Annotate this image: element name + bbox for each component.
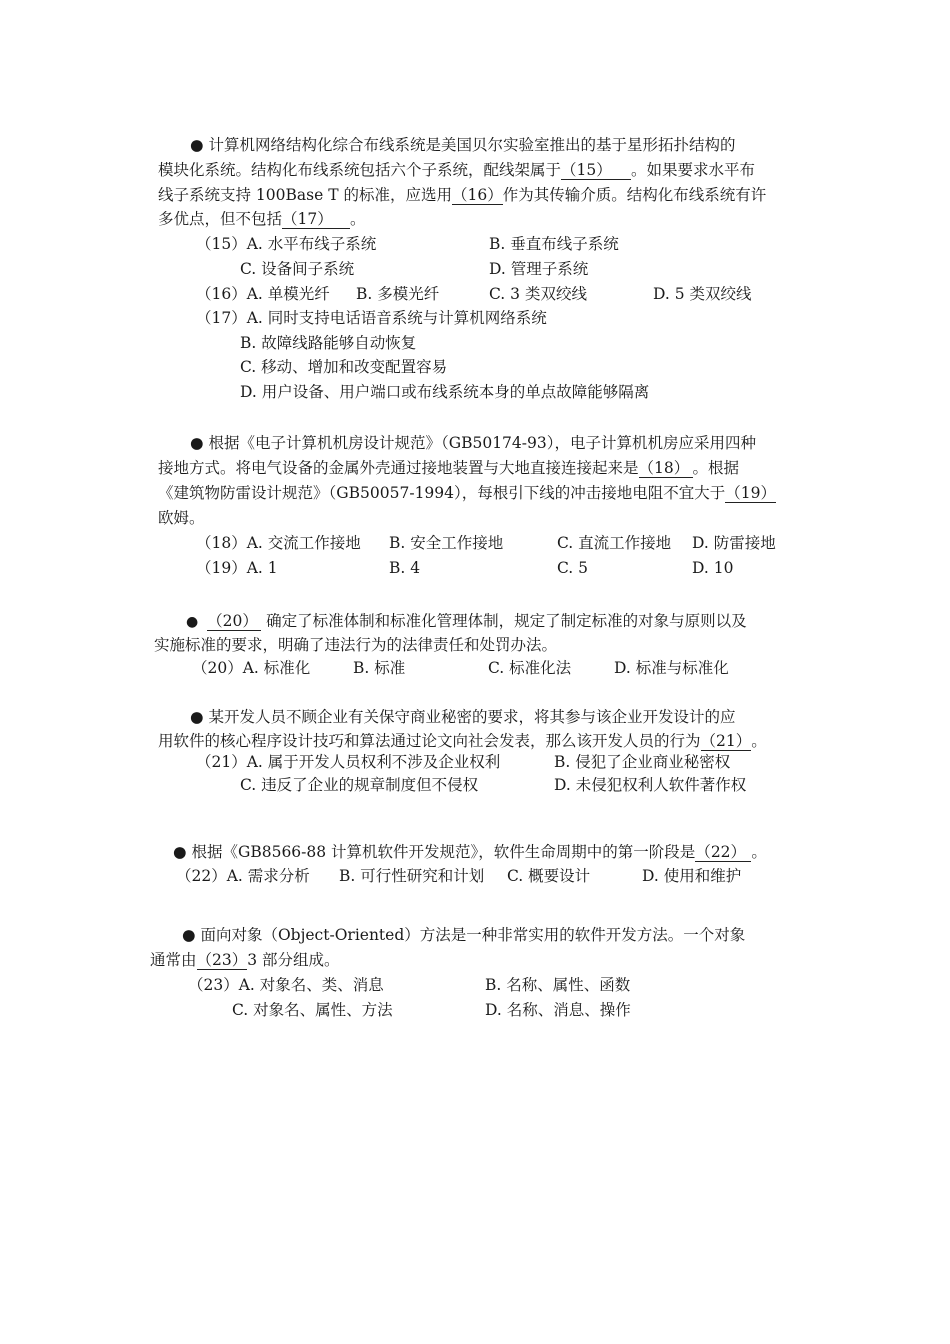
q1-line1: ● 计算机网络结构化综合布线系统是美国贝尔实验室推出的基于星形拓扑结构的 — [190, 136, 736, 154]
q6-line2-text: 通常由 — [150, 951, 197, 969]
option-23b: B. 名称、属性、函数 — [485, 976, 631, 994]
option-20d: D. 标准与标准化 — [614, 659, 729, 677]
blank-23: （23） — [196, 951, 248, 969]
q2-line3 — [158, 482, 776, 504]
q3-line1-text: 确定了标准体制和标准化管理体制，规定了制定标准的对象与原则以及 — [266, 612, 747, 630]
q5-line1-text: ● 根据《GB8566-88 计算机软件开发规范》，软件生命周期中的第一阶段是 — [173, 843, 696, 861]
q6-line2-tail: 3 部分组成。 — [247, 951, 340, 969]
q4-line2-text: 用软件的核心程序设计技巧和算法通过论文向社会发表，那么该开发人员的行为 — [158, 732, 701, 750]
option-16b: B. 多模光纤 — [356, 285, 440, 303]
q1-line2-text: 模块化系统。结构化布线系统包括六个子系统，配线架属于 — [158, 161, 562, 179]
option-18a: （18）A. 交流工作接地 — [196, 534, 361, 552]
option-19a: （19）A. 1 — [196, 559, 278, 577]
option-15b: B. 垂直布线子系统 — [489, 235, 619, 253]
option-21a: （21）A. 属于开发人员权利不涉及企业权利 — [196, 753, 501, 771]
option-20a: （20）A. 标准化 — [192, 659, 311, 677]
q1-line3 — [158, 184, 766, 206]
q1-line3-text: 线子系统支持 100Base T 的标准，应选用 — [158, 186, 452, 204]
blank-18: （18） — [639, 459, 693, 478]
option-17b: B. 故障线路能够自动恢复 — [240, 334, 417, 352]
option-17d: D. 用户设备、用户端口或布线系统本身的单点故障能够隔离 — [240, 383, 650, 401]
option-18c: C. 直流工作接地 — [557, 534, 672, 552]
option-21b: B. 侵犯了企业商业秘密权 — [554, 753, 731, 771]
option-15d: D. 管理子系统 — [489, 260, 589, 278]
option-15a: （15）A. 水平布线子系统 — [196, 235, 377, 253]
blank-22: （22） — [695, 843, 751, 862]
q2-line3-text: 《建筑物防雷设计规范》（GB50057-1994），每根引下线的冲击接地电阻不宜大于 — [158, 484, 726, 502]
q4-line1: ● 某开发人员不顾企业有关保守商业秘密的要求，将其参与该企业开发设计的应 — [190, 708, 736, 726]
q5-line1 — [173, 841, 767, 863]
option-21d: D. 未侵犯权利人软件著作权 — [554, 776, 747, 794]
q2-line4: 欧姆。 — [158, 509, 205, 527]
q4-line2-tail: 。 — [751, 732, 767, 750]
option-16c: C. 3 类双绞线 — [489, 285, 587, 303]
option-19d: D. 10 — [692, 559, 734, 577]
q1-line3-tail: 作为其传输介质。结构化布线系统有许 — [502, 186, 767, 204]
option-21c: C. 违反了企业的规章制度但不侵权 — [240, 776, 479, 794]
option-20c: C. 标准化法 — [488, 659, 572, 677]
option-20b: B. 标准 — [353, 659, 406, 677]
q1-line2 — [158, 159, 755, 181]
q5-line1-tail: 。 — [751, 843, 767, 861]
option-22a: （22）A. 需求分析 — [176, 867, 310, 885]
option-23c: C. 对象名、属性、方法 — [232, 1001, 393, 1019]
option-17a: （17）A. 同时支持电话语音系统与计算机网络系统 — [196, 309, 547, 327]
option-22d: D. 使用和维护 — [642, 867, 742, 885]
option-23d: D. 名称、消息、操作 — [485, 1001, 631, 1019]
option-22b: B. 可行性研究和计划 — [339, 867, 485, 885]
q2-line2 — [158, 457, 739, 479]
q2-line2-tail: 。根据 — [692, 459, 740, 477]
q1-line4-tail: 。 — [350, 210, 366, 228]
q3-line1 — [186, 610, 747, 633]
option-16d: D. 5 类双绞线 — [653, 285, 752, 303]
option-16a: （16）A. 单模光纤 — [196, 285, 330, 303]
q2-line2-text: 接地方式。将电气设备的金属外壳通过接地装置与大地直接连接起来是 — [158, 459, 639, 477]
blank-16: （16） — [451, 186, 503, 204]
blank-20: （20） — [207, 612, 261, 631]
blank-15: （15） — [561, 161, 631, 180]
q1-line4 — [158, 208, 366, 230]
q1-line2-tail: 。如果要求水平布 — [631, 161, 756, 179]
option-15c: C. 设备间子系统 — [240, 260, 355, 278]
option-23a: （23）A. 对象名、类、消息 — [188, 976, 384, 994]
blank-19: （19） — [725, 484, 777, 502]
blank-17: （17） — [282, 210, 350, 229]
q3-bullet: ● — [186, 614, 199, 630]
option-19b: B. 4 — [389, 559, 421, 577]
q6-line2 — [150, 949, 340, 971]
option-18d: D. 防雷接地 — [692, 534, 776, 552]
q3-line2: 实施标准的要求，明确了违法行为的法律责任和处罚办法。 — [154, 636, 558, 654]
q6-line1: ● 面向对象（Object-Oriented）方法是一种非常实用的软件开发方法。一个对象 — [182, 926, 746, 944]
option-19c: C. 5 — [557, 559, 589, 577]
option-18b: B. 安全工作接地 — [389, 534, 504, 552]
q2-line1: ● 根据《电子计算机机房设计规范》（GB50174-93），电子计算机机房应采用四种 — [190, 434, 756, 452]
q1-line4-text: 多优点，但不包括 — [158, 210, 283, 228]
option-22c: C. 概要设计 — [507, 867, 591, 885]
q4-line2 — [158, 730, 767, 752]
blank-21: （21） — [700, 732, 752, 750]
option-17c: C. 移动、增加和改变配置容易 — [240, 358, 448, 376]
